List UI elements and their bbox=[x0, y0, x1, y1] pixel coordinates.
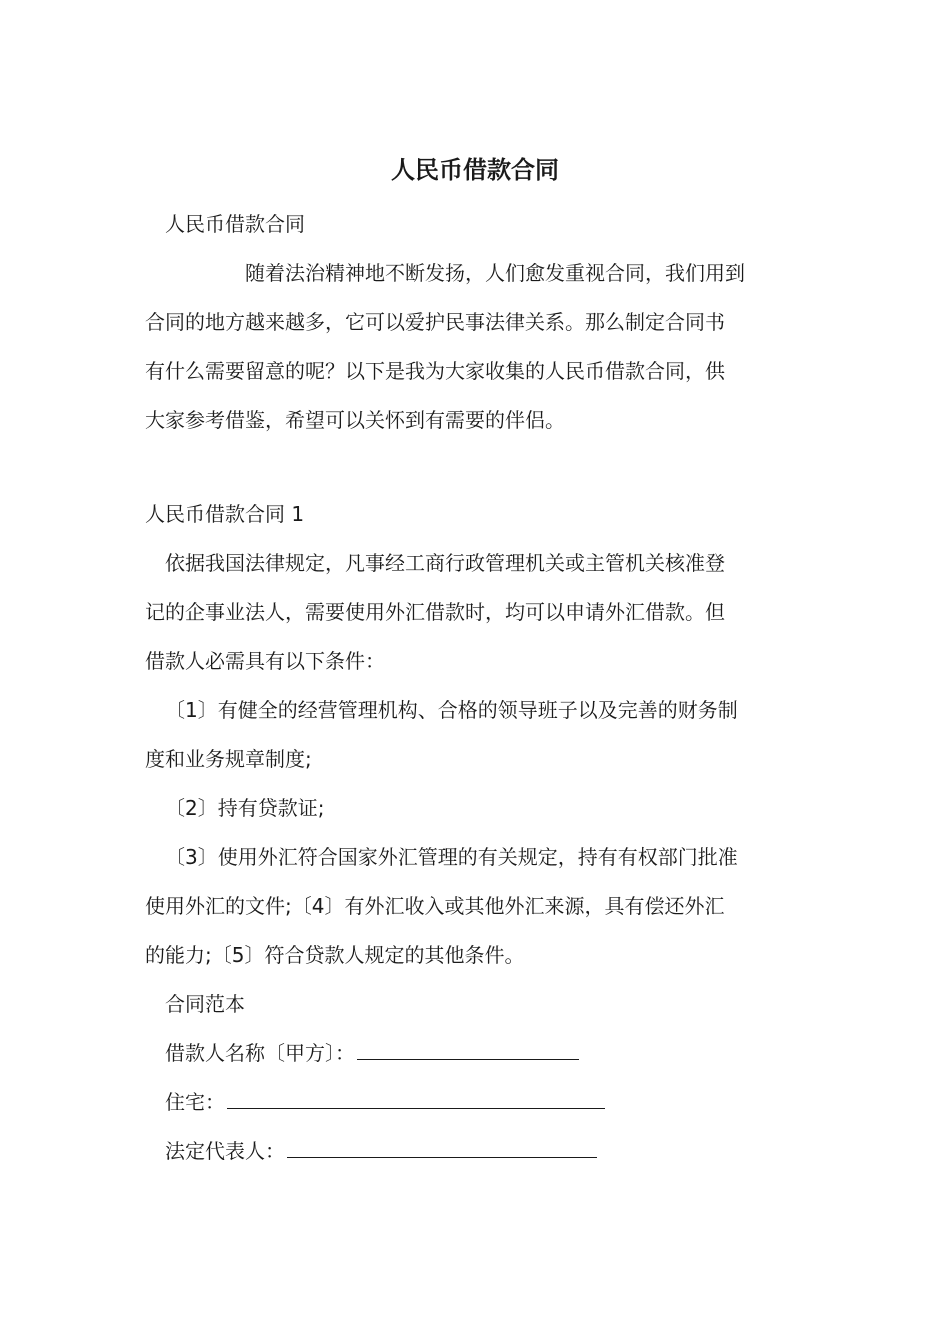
address-field bbox=[145, 1078, 810, 1127]
legal-rep-label: 法定代表人： bbox=[165, 1139, 285, 1163]
legal-rep-field bbox=[145, 1127, 810, 1176]
intro-line: 合同的地方越来越多，它可以爱护民事法律关系。那么制定合同书 bbox=[145, 310, 725, 334]
borrower-name-field bbox=[145, 1029, 810, 1078]
template-heading: 合同范本 bbox=[165, 992, 245, 1016]
condition-line: 〔3〕使用外汇符合国家外汇管理的有关规定，持有有权部门批准 bbox=[165, 845, 738, 869]
section-line: 借款人必需具有以下条件： bbox=[145, 649, 385, 673]
legal-rep-blank bbox=[287, 1139, 597, 1158]
condition-item-2: 〔2〕持有贷款证; bbox=[165, 796, 325, 820]
condition-line: 度和业务规章制度; bbox=[145, 747, 312, 771]
condition-item-1 bbox=[145, 686, 810, 784]
intro-line: 随着法治精神地不断发扬，人们愈发重视合同，我们用到 bbox=[245, 261, 745, 285]
section-heading: 人民币借款合同 1 bbox=[145, 502, 305, 526]
intro-line: 大家参考借鉴，希望可以关怀到有需要的伴侣。 bbox=[145, 408, 565, 432]
borrower-name-label: 借款人名称〔甲方〕： bbox=[165, 1041, 355, 1065]
document-body bbox=[145, 200, 810, 1176]
address-blank bbox=[227, 1090, 605, 1109]
paragraph-gap bbox=[145, 445, 810, 490]
address-label: 住宅： bbox=[165, 1090, 225, 1114]
document-subtitle: 人民币借款合同 bbox=[165, 212, 305, 236]
condition-line: 的能力;〔5〕符合贷款人规定的其他条件。 bbox=[145, 943, 525, 967]
intro-line: 有什么需要留意的呢？以下是我为大家收集的人民币借款合同，供 bbox=[145, 359, 725, 383]
intro-paragraph bbox=[145, 249, 810, 445]
condition-line: 使用外汇的文件;〔4〕有外汇收入或其他外汇来源，具有偿还外汇 bbox=[145, 894, 725, 918]
section-line: 记的企事业法人，需要使用外汇借款时，均可以申请外汇借款。但 bbox=[145, 600, 725, 624]
section-paragraph bbox=[145, 539, 810, 686]
section-line: 依据我国法律规定，凡事经工商行政管理机关或主管机关核准登 bbox=[165, 551, 725, 575]
borrower-name-blank bbox=[357, 1041, 579, 1060]
document-title: 人民币借款合同 bbox=[391, 156, 559, 184]
condition-item-3 bbox=[145, 833, 810, 980]
condition-line: 〔1〕有健全的经营管理机构、合格的领导班子以及完善的财务制 bbox=[165, 698, 738, 722]
